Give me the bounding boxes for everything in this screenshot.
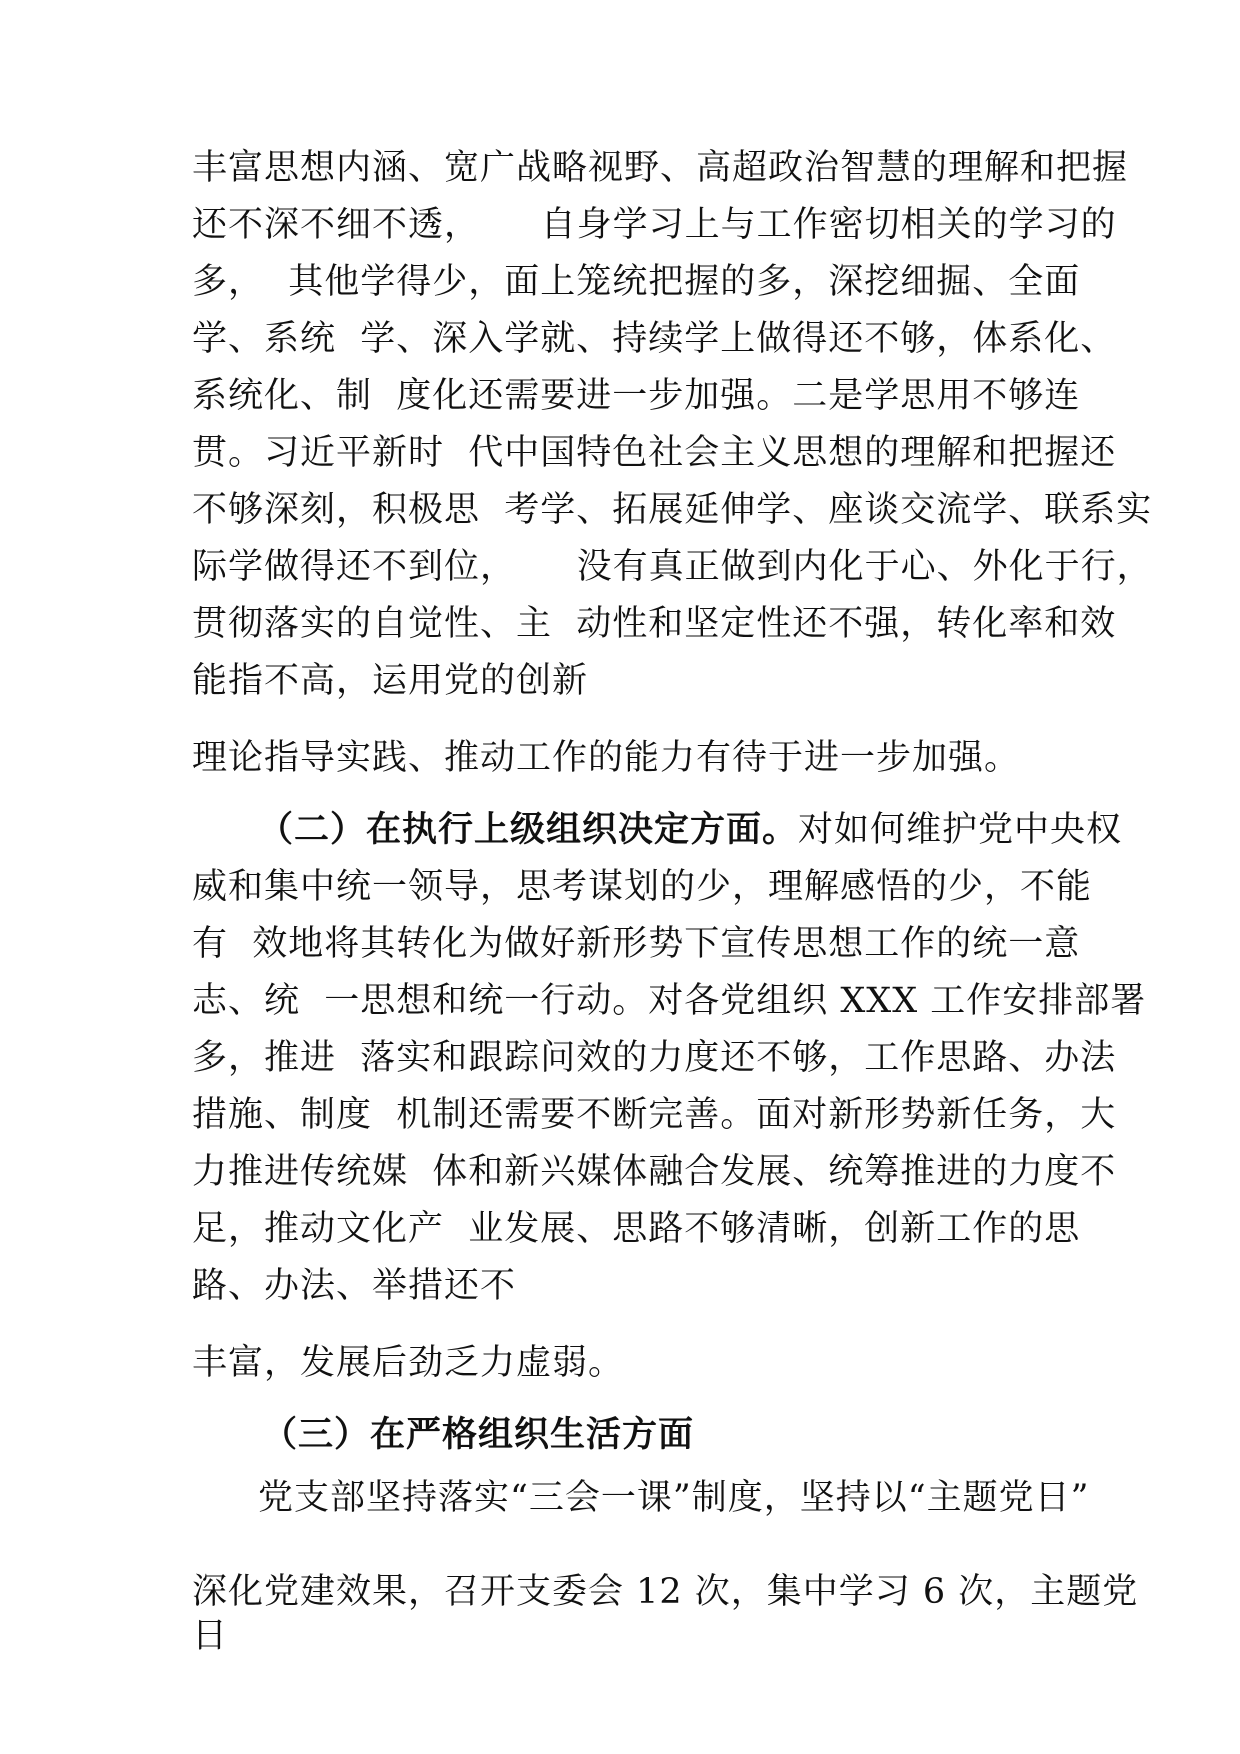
section-heading: （三）在严格组织生活方面 xyxy=(262,1414,695,1455)
paragraph-line: 日 xyxy=(192,1616,229,1656)
section-heading-line xyxy=(258,810,1122,850)
paragraph-line: 深化党建效果，召开支委会 12 次，集中学习 6 次，主题党 xyxy=(192,1572,1139,1612)
paragraph-line: 丰富，发展后劲乏力虚弱。 xyxy=(192,1343,625,1383)
paragraph-line: 多，推进 落实和跟踪问效的力度还不够，工作思路、办法 xyxy=(192,1038,1117,1078)
paragraph-line: 系统化、制 度化还需要进一步加强。二是学思用不够连 xyxy=(192,376,1081,416)
paragraph-line: 措施、制度 机制还需要不断完善。面对新形势新任务，大 xyxy=(192,1095,1117,1135)
paragraph-line: 力推进传统媒 体和新兴媒体融合发展、统筹推进的力度不 xyxy=(192,1152,1117,1192)
paragraph-line: 际学做得还不到位， 没有真正做到内化于心、外化于行， xyxy=(192,547,1153,587)
paragraph-text: 对如何维护党中央权 xyxy=(798,810,1123,850)
paragraph-line: 学、系统 学、深入学就、持续学上做得还不够，体系化、 xyxy=(192,319,1117,359)
paragraph-line: 还不深不细不透， 自身学习上与工作密切相关的学习的 xyxy=(192,205,1117,245)
paragraph-line: 有 效地将其转化为做好新形势下宣传思想工作的统一意 xyxy=(192,924,1081,964)
paragraph-line: 多， 其他学得少，面上笼统把握的多，深挖细掘、全面 xyxy=(192,262,1081,302)
paragraph-line: 丰富思想内涵、宽广战略视野、高超政治智慧的理解和把握 xyxy=(192,148,1129,188)
paragraph-line: 威和集中统一领导，思考谋划的少，理解感悟的少，不能 xyxy=(192,867,1093,907)
paragraph-line: 贯。习近平新时 代中国特色社会主义思想的理解和把握还 xyxy=(192,433,1117,473)
paragraph-line: 贯彻落实的自觉性、主 动性和坚定性还不强，转化率和效 xyxy=(192,604,1117,644)
paragraph-line: 路、办法、举措还不 xyxy=(192,1266,517,1306)
paragraph-line: 志、统 一思想和统一行动。对各党组织 XXX 工作安排部署 xyxy=(192,981,1147,1021)
paragraph-line: 能指不高，运用党的创新 xyxy=(192,661,589,701)
paragraph-line: 理论指导实践、推动工作的能力有待于进一步加强。 xyxy=(192,738,1021,778)
paragraph-line: 足，推动文化产 业发展、思路不够清晰，创新工作的思 xyxy=(192,1209,1081,1249)
section-heading: （二）在执行上级组织决定方面。 xyxy=(258,809,799,850)
paragraph-line: 不够深刻，积极思 考学、拓展延伸学、座谈交流学、联系实 xyxy=(192,490,1153,530)
paragraph-line: 党支部坚持落实“三会一课”制度，坚持以“主题党日” xyxy=(258,1478,1090,1518)
